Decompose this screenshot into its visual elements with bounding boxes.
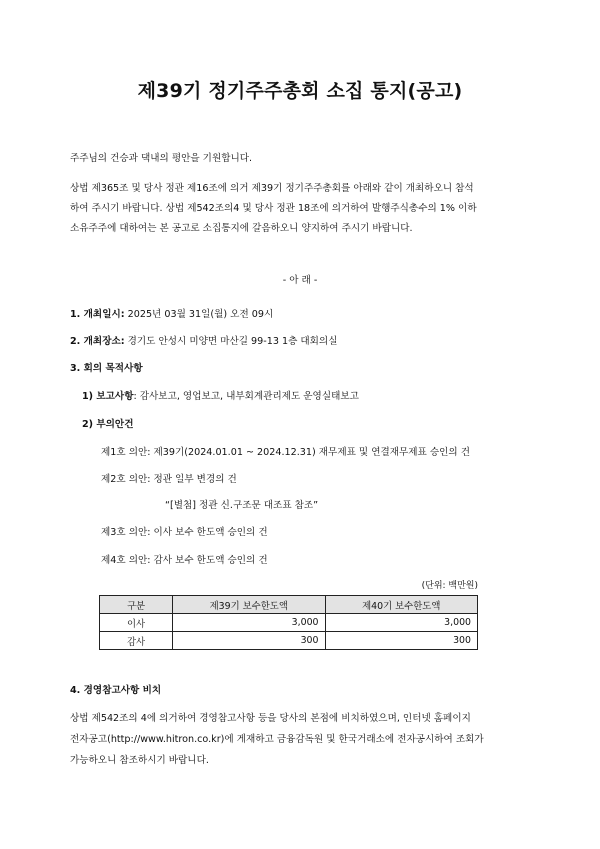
report-label: 1) 보고사항 xyxy=(82,391,134,402)
table-cell: 300 xyxy=(173,632,326,650)
section4-title: 4. 경영참고사항 비치 xyxy=(70,685,162,696)
greeting-text: 주주님의 건승과 댁내의 평안을 기원합니다. xyxy=(70,153,253,164)
table-header: 구분 xyxy=(100,596,173,614)
table-cell: 3,000 xyxy=(325,614,478,632)
meeting-place xyxy=(70,333,337,347)
table-row xyxy=(100,614,478,632)
meeting-place-value: 경기도 안성시 미양면 마산길 99-13 1층 대회의실 xyxy=(127,336,338,347)
resolution-4: 제4호 의안: 감사 보수 한도액 승인의 건 xyxy=(101,555,268,566)
resolution-title: 2) 부의안건 xyxy=(82,419,134,430)
table-row xyxy=(100,632,478,650)
compensation-table xyxy=(99,595,478,650)
intro-line-2: 하여 주시기 바랍니다. 상법 제542조의4 및 당사 정관 18조에 의거하여 발행주식총수의 1% 이하 xyxy=(70,203,477,214)
table-cell: 감사 xyxy=(100,632,173,650)
resolution-2-note: “[별첨] 정관 신.구조문 대조표 참조” xyxy=(165,500,319,511)
page-title: 제39기 정기주주총회 소집 통지(공고) xyxy=(137,80,463,102)
table-header: 제40기 보수한도액 xyxy=(325,596,478,614)
intro-line-1: 상법 제365조 및 당사 정관 제16조에 의거 제39기 정기주주총회를 아래와 같이 개최하오니 참석 xyxy=(70,183,474,194)
agenda-title: 3. 회의 목적사항 xyxy=(70,363,143,374)
resolution-1: 제1호 의안: 제39기(2024.01.01 ~ 2024.12.31) 재무제표 및 연결재무제표 승인의 건 xyxy=(101,447,470,458)
report-value: : 감사보고, 영업보고, 내부회계관리제도 운영실태보고 xyxy=(133,391,359,402)
report-items xyxy=(82,388,359,402)
section4-line-3: 가능하오니 참조하시기 바랍니다. xyxy=(70,755,209,766)
resolution-3: 제3호 의안: 이사 보수 한도액 승인의 건 xyxy=(101,527,268,538)
table-cell: 3,000 xyxy=(173,614,326,632)
meeting-date xyxy=(70,306,273,320)
section4-line-2: 전자공고(http://www.hitron.co.kr)에 게재하고 금융감독원 및 한국거래소에 전자공시하여 조회가 xyxy=(70,734,484,745)
separator-text: - 아 래 - xyxy=(282,275,318,286)
table-cell: 이사 xyxy=(100,614,173,632)
meeting-date-value: 2025년 03월 31일(월) 오전 09시 xyxy=(127,309,274,320)
resolution-2: 제2호 의안: 정관 일부 변경의 건 xyxy=(101,474,237,485)
table-header-row xyxy=(100,596,478,614)
meeting-date-label: 1. 개최일시: xyxy=(70,309,125,320)
table-unit: (단위: 백만원) xyxy=(421,581,478,591)
table-header: 제39기 보수한도액 xyxy=(173,596,326,614)
section4-line-1: 상법 제542조의 4에 의거하여 경영참고사항 등을 당사의 본점에 비치하였으며, 인터넷 홈페이지 xyxy=(70,713,471,724)
meeting-place-label: 2. 개최장소: xyxy=(70,336,125,347)
intro-line-3: 소유주주에 대하여는 본 공고로 소집통지에 갈음하오니 양지하여 주시기 바랍니다. xyxy=(70,223,413,234)
table-cell: 300 xyxy=(325,632,478,650)
